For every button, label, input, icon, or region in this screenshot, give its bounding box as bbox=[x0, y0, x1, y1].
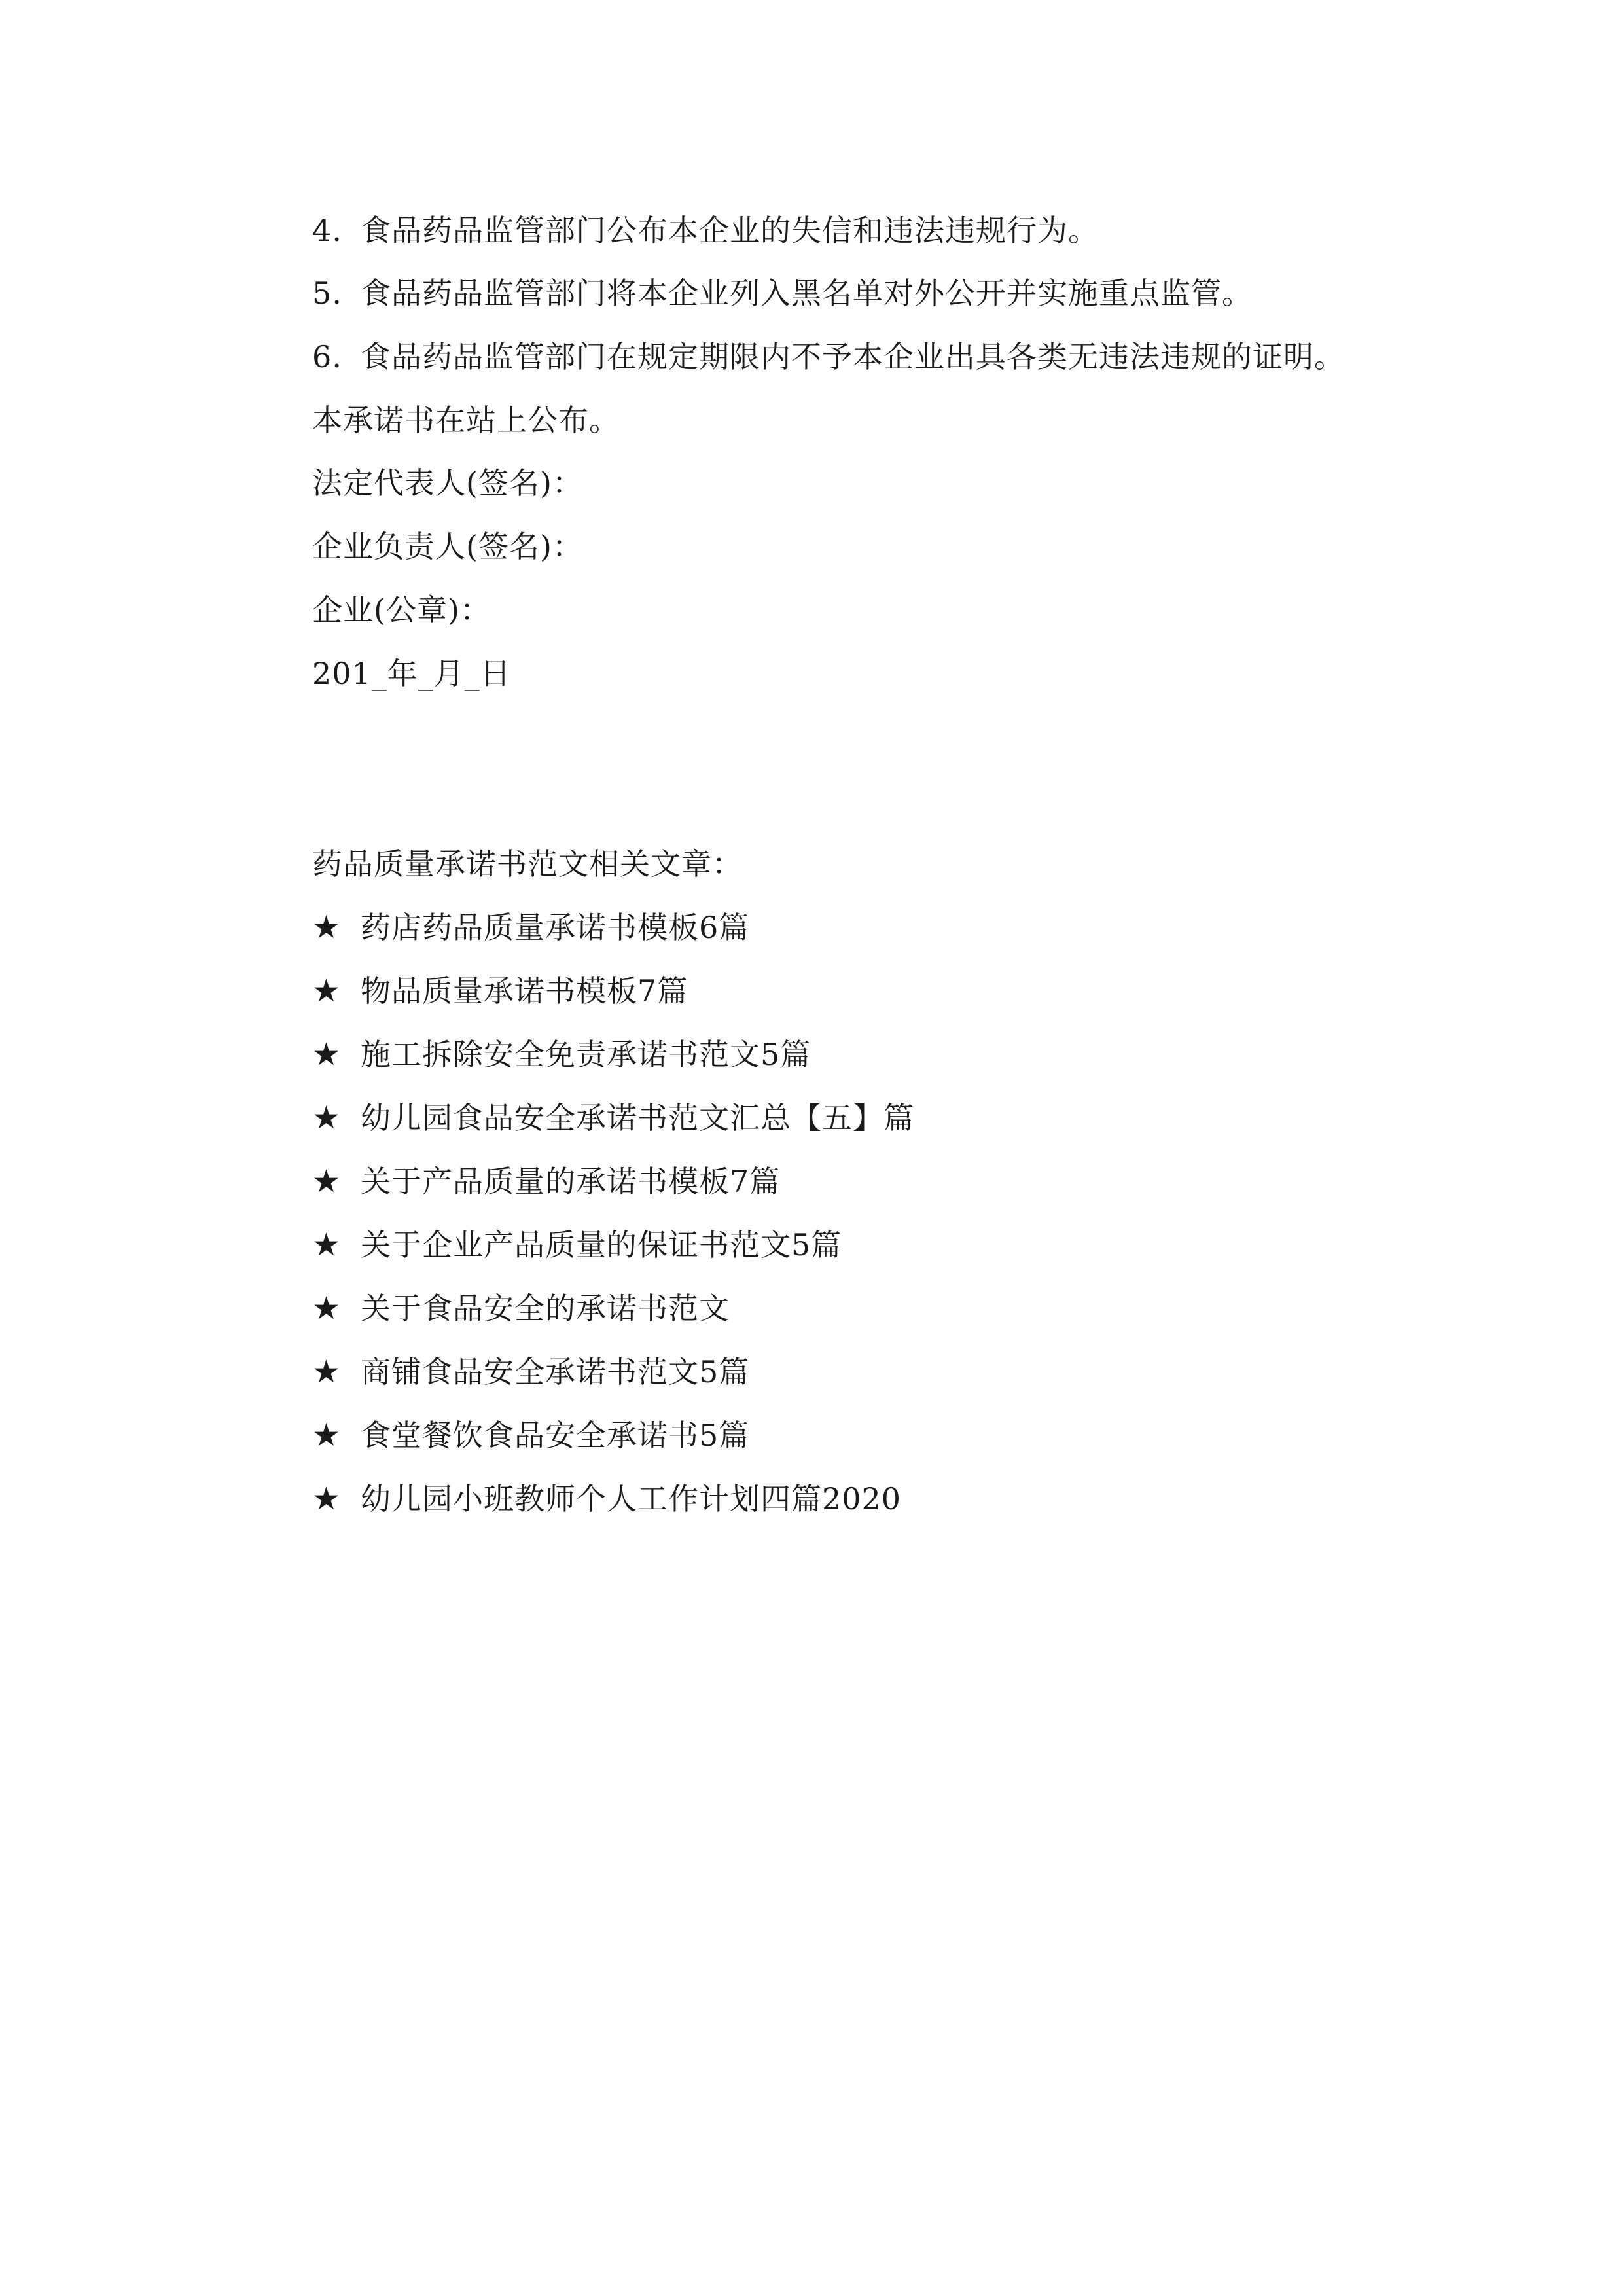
date-line: 201_年_月_日 bbox=[312, 656, 511, 691]
related-article-title: 商铺食品安全承诺书范文5篇 bbox=[361, 1354, 750, 1390]
related-articles-heading: 药品质量承诺书范文相关文章： bbox=[312, 846, 743, 882]
publish-note: 本承诺书在站上公布。 bbox=[312, 403, 620, 438]
legal-rep-signature-label: 法定代表人(签名)： bbox=[312, 465, 583, 501]
responsible-person-signature-label: 企业负责人(签名)： bbox=[312, 529, 583, 564]
star-icon: ★ bbox=[312, 1480, 342, 1517]
star-icon: ★ bbox=[312, 1163, 342, 1200]
related-article-link[interactable] bbox=[312, 1416, 749, 1455]
star-icon: ★ bbox=[312, 1036, 342, 1073]
condition-text: 食品药品监管部门将本企业列入黑名单对外公开并实施重点监管。 bbox=[361, 276, 1253, 311]
company-seal-label: 企业(公章)： bbox=[312, 592, 491, 628]
condition-item bbox=[312, 211, 1099, 250]
related-article-title: 幼儿园小班教师个人工作计划四篇2020 bbox=[361, 1481, 902, 1516]
condition-number: 4. bbox=[312, 213, 342, 248]
related-article-link[interactable] bbox=[312, 1479, 901, 1518]
star-icon: ★ bbox=[312, 909, 342, 946]
condition-number: 5. bbox=[312, 276, 342, 311]
related-article-link[interactable] bbox=[312, 1035, 811, 1074]
star-icon: ★ bbox=[312, 1100, 342, 1136]
related-article-link[interactable] bbox=[312, 1098, 914, 1138]
related-article-link[interactable] bbox=[312, 1162, 780, 1201]
related-article-link[interactable] bbox=[312, 1225, 842, 1265]
related-article-title: 施工拆除安全免责承诺书范文5篇 bbox=[361, 1037, 812, 1072]
related-article-title: 药店药品质量承诺书模板6篇 bbox=[361, 910, 750, 945]
condition-text: 食品药品监管部门在规定期限内不予本企业出具各类无违法违规的证明。 bbox=[361, 339, 1345, 374]
related-article-title: 食堂餐饮食品安全承诺书5篇 bbox=[361, 1418, 750, 1453]
related-article-title: 幼儿园食品安全承诺书范文汇总【五】篇 bbox=[361, 1100, 914, 1136]
related-article-link[interactable] bbox=[312, 1289, 730, 1328]
condition-item bbox=[312, 274, 1253, 313]
star-icon: ★ bbox=[312, 1417, 342, 1454]
related-article-link[interactable] bbox=[312, 1352, 749, 1391]
related-article-title: 物品质量承诺书模板7篇 bbox=[361, 973, 688, 1009]
related-article-link[interactable] bbox=[312, 971, 688, 1011]
star-icon: ★ bbox=[312, 1227, 342, 1263]
condition-text: 食品药品监管部门公布本企业的失信和违法违规行为。 bbox=[361, 213, 1099, 248]
related-article-title: 关于食品安全的承诺书范文 bbox=[361, 1291, 730, 1326]
related-article-title: 关于企业产品质量的保证书范文5篇 bbox=[361, 1227, 842, 1263]
condition-number: 6. bbox=[312, 339, 342, 374]
star-icon: ★ bbox=[312, 1354, 342, 1390]
related-article-title: 关于产品质量的承诺书模板7篇 bbox=[361, 1164, 781, 1199]
related-article-link[interactable] bbox=[312, 908, 749, 947]
star-icon: ★ bbox=[312, 1290, 342, 1327]
condition-item bbox=[312, 337, 1345, 376]
star-icon: ★ bbox=[312, 973, 342, 1009]
